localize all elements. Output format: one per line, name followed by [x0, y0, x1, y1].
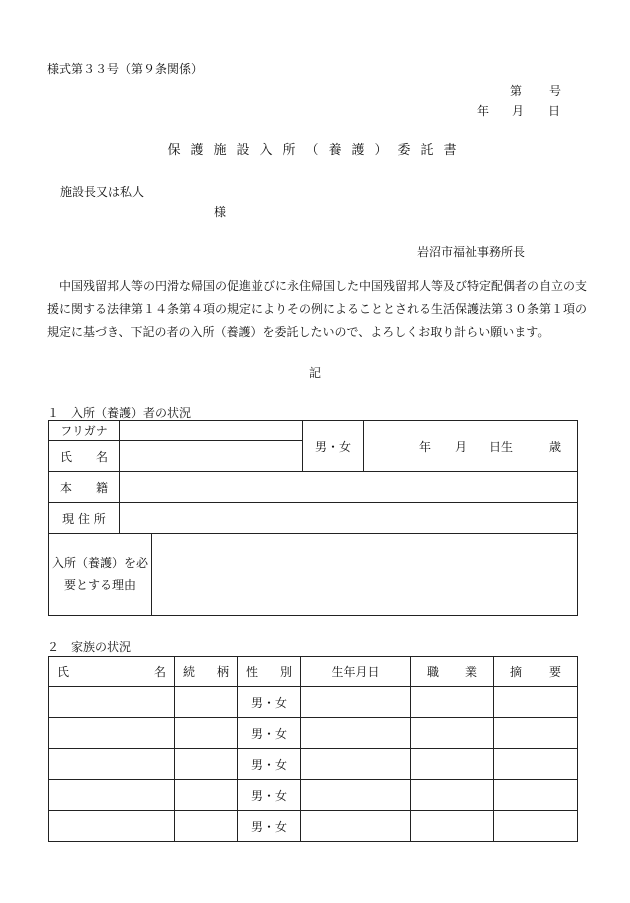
ki-marker: 記 [308, 366, 321, 380]
table-row [49, 749, 578, 780]
table-row [49, 687, 578, 718]
family-birthdate-cell[interactable] [301, 687, 411, 718]
col-header-relation: 続 柄 [175, 657, 238, 687]
table-row [49, 718, 578, 749]
birth-year-label: 年 [419, 440, 432, 454]
form-number: 様式第３３号（第９条関係） [47, 62, 204, 76]
family-sex-cell[interactable]: 男・女 [238, 811, 301, 842]
family-birthdate-cell[interactable] [301, 811, 411, 842]
address-field[interactable] [120, 503, 578, 534]
family-occupation-cell[interactable] [411, 718, 494, 749]
col-header-sex: 性 別 [238, 657, 301, 687]
family-name-cell[interactable] [49, 811, 175, 842]
date-month-label: 月 [512, 104, 525, 118]
family-occupation-cell[interactable] [411, 811, 494, 842]
honseki-label: 本 籍 [49, 472, 120, 503]
furigana-field[interactable] [120, 421, 303, 441]
number-dai-label: 第 [510, 84, 523, 98]
sex-field[interactable]: 男・女 [303, 421, 364, 472]
reason-table [48, 533, 578, 616]
date-day-label: 日 [548, 104, 561, 118]
section2-heading: ２ 家族の状況 [47, 640, 132, 654]
number-gou-label: 号 [549, 84, 562, 98]
family-birthdate-cell[interactable] [301, 780, 411, 811]
family-relation-cell[interactable] [175, 718, 238, 749]
col-header-occupation: 職 業 [411, 657, 494, 687]
family-table [48, 656, 578, 842]
col-header-name: 氏 名 [49, 657, 175, 687]
birthdate-field[interactable] [364, 421, 578, 472]
date-year-label: 年 [477, 104, 490, 118]
family-sex-cell[interactable]: 男・女 [238, 718, 301, 749]
family-name-cell[interactable] [49, 687, 175, 718]
honorific: 様 [214, 205, 227, 219]
age-label: 歳 [549, 440, 562, 454]
family-sex-cell[interactable]: 男・女 [238, 687, 301, 718]
family-name-cell[interactable] [49, 718, 175, 749]
birth-month-label: 月 [455, 440, 468, 454]
family-birthdate-cell[interactable] [301, 749, 411, 780]
birth-day-label: 日生 [489, 440, 514, 454]
address-label: 現 住 所 [49, 503, 120, 534]
family-remarks-cell[interactable] [494, 749, 578, 780]
family-name-cell[interactable] [49, 780, 175, 811]
col-header-birthdate: 生年月日 [301, 657, 411, 687]
furigana-label: フリガナ [49, 421, 120, 441]
name-label: 氏 名 [49, 441, 120, 472]
family-relation-cell[interactable] [175, 811, 238, 842]
family-relation-cell[interactable] [175, 687, 238, 718]
section1-heading: １ 入所（養護）者の状況 [47, 406, 192, 420]
reason-label: 入所（養護）を必要とする理由 [49, 533, 152, 615]
family-occupation-cell[interactable] [411, 780, 494, 811]
body-text: 中国残留邦人等の円滑な帰国の促進並びに永住帰国した中国残留邦人等及び特定配偶者の自立の支援に関する法律第１４条第４項の規定によりその例によることとされる生活保護法第３０条第１項の規定に基づき、下記の者の入所（養護）を委託したいので、よろしくお取り計らい願います。 [47, 279, 588, 339]
family-relation-cell[interactable] [175, 749, 238, 780]
family-remarks-cell[interactable] [494, 811, 578, 842]
honseki-field[interactable] [120, 472, 578, 503]
family-remarks-cell[interactable] [494, 687, 578, 718]
family-remarks-cell[interactable] [494, 718, 578, 749]
family-occupation-cell[interactable] [411, 687, 494, 718]
family-occupation-cell[interactable] [411, 749, 494, 780]
document-title: 保護施設入所（養護）委託書 [167, 143, 467, 158]
table-row [49, 780, 578, 811]
name-field[interactable] [120, 441, 303, 472]
table-row [49, 811, 578, 842]
person-table [48, 420, 578, 534]
family-sex-cell[interactable]: 男・女 [238, 749, 301, 780]
reason-field[interactable] [152, 533, 578, 615]
family-remarks-cell[interactable] [494, 780, 578, 811]
addressee: 施設長又は私人 [60, 185, 145, 199]
sender: 岩沼市福祉事務所長 [417, 245, 526, 259]
col-header-remarks: 摘 要 [494, 657, 578, 687]
family-sex-cell[interactable]: 男・女 [238, 780, 301, 811]
family-name-cell[interactable] [49, 749, 175, 780]
family-birthdate-cell[interactable] [301, 718, 411, 749]
family-relation-cell[interactable] [175, 780, 238, 811]
